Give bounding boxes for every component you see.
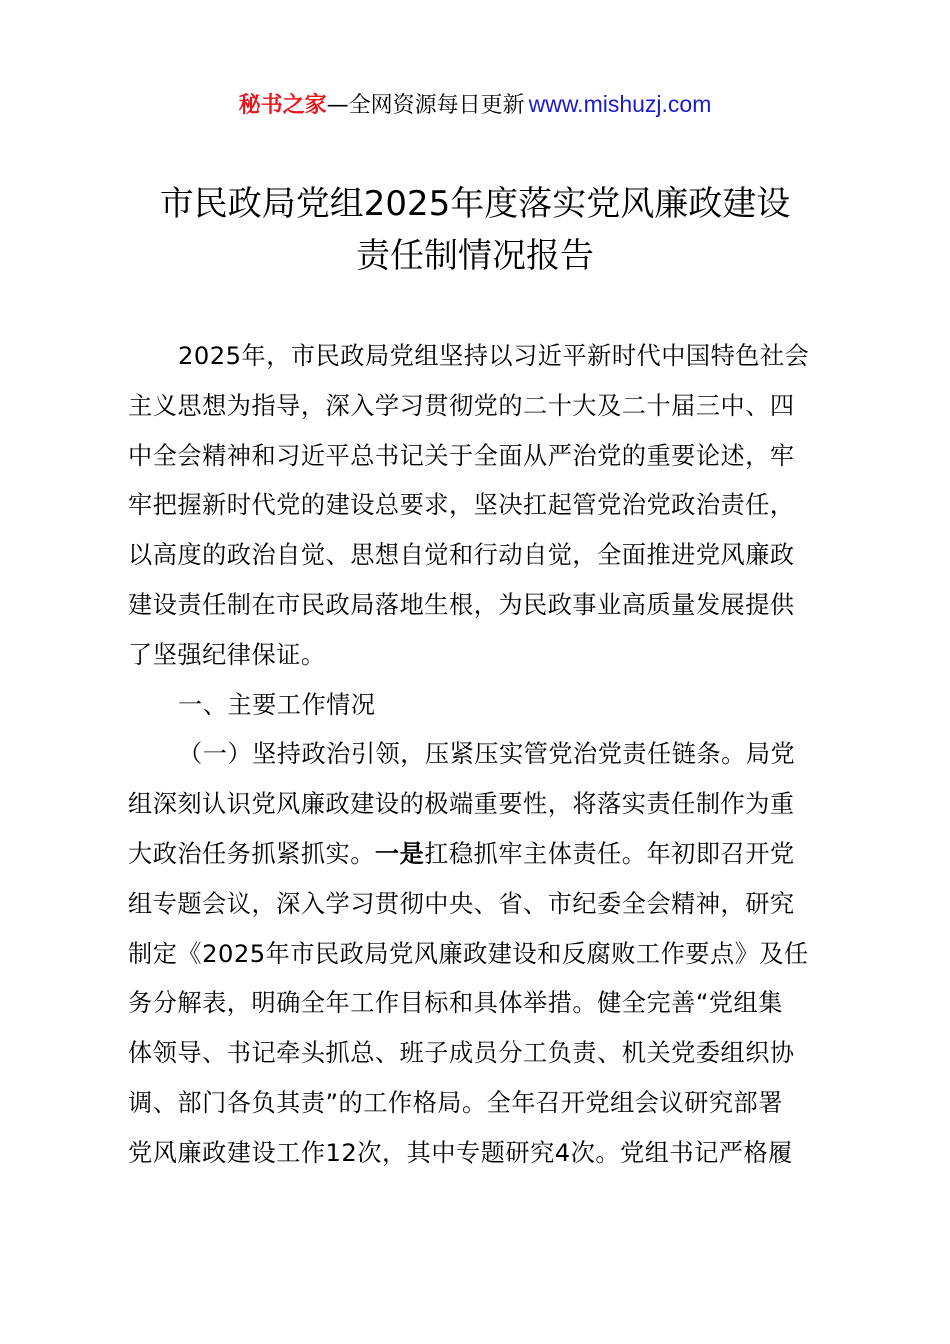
section-heading: 一、主要工作情况: [178, 690, 376, 719]
intro-paragraph-line: 主义思想为指导，深入学习贯彻党的二十大及二十届三中、四: [128, 391, 795, 420]
intro-paragraph-line: 建设责任制在市民政局落地生根，为民政事业高质量发展提供: [128, 590, 795, 619]
brand-name: 秘书之家: [238, 93, 327, 118]
paragraph-text: 大政治任务抓紧抓实。: [128, 839, 375, 868]
intro-paragraph-line: 牢把握新时代党的建设总要求，坚决扛起管党治党政治责任，: [128, 491, 795, 520]
subsection-paragraph-line: 制定《2025年市民政局党风廉政建设和反腐败工作要点》及任: [128, 939, 809, 968]
intro-paragraph-line: 中全会精神和习近平总书记关于全面从严治党的重要论述，牢: [128, 441, 795, 470]
title-line-1: 市民政局党组2025年度落实党风廉政建设: [159, 184, 791, 224]
intro-paragraph-line: 2025年，市民政局党组坚持以习近平新时代中国特色社会: [178, 342, 810, 370]
subsection-paragraph-line: 党风廉政建设工作12次，其中专题研究4次。党组书记严格履: [128, 1138, 793, 1167]
subsection-paragraph-line: 务分解表，明确全年工作目标和具体举措。健全完善“党组集: [128, 989, 783, 1018]
subsection-paragraph-line: 调、部门各负其责”的工作格局。全年召开党组会议研究部署: [128, 1088, 783, 1117]
title-line-2: 责任制情况报告: [356, 236, 594, 276]
intro-paragraph-line: 以高度的政治自觉、思想自觉和行动自觉，全面推进党风廉政: [128, 541, 795, 570]
intro-paragraph-line: 了坚强纪律保证。: [128, 640, 326, 669]
header-banner: [0, 86, 950, 124]
document-title: [100, 178, 850, 282]
banner-url-link[interactable]: www.mishuzj.com: [528, 91, 712, 117]
banner-slogan: 全网资源每日更新: [348, 93, 525, 118]
banner-separator: —: [326, 93, 349, 118]
subsection-paragraph-line: 组专题会议，深入学习贯彻中央、省、市纪委全会精神，研究: [128, 889, 795, 918]
subsection-paragraph-line: [128, 830, 832, 880]
document-body: [128, 332, 832, 1179]
subsection-paragraph-line: 组深刻认识党风廉政建设的极端重要性，将落实责任制作为重: [128, 790, 795, 819]
subsection-paragraph-line: （一）坚持政治引领，压紧压实管党治党责任链条。局党: [178, 740, 796, 769]
bold-lead-phrase: 一是: [374, 839, 425, 868]
subsection-paragraph-line: 体领导、书记牵头抓总、班子成员分工负责、机关党委组织协: [128, 1039, 795, 1068]
paragraph-text: 扛稳抓牢主体责任。年初即召开党: [424, 839, 795, 868]
